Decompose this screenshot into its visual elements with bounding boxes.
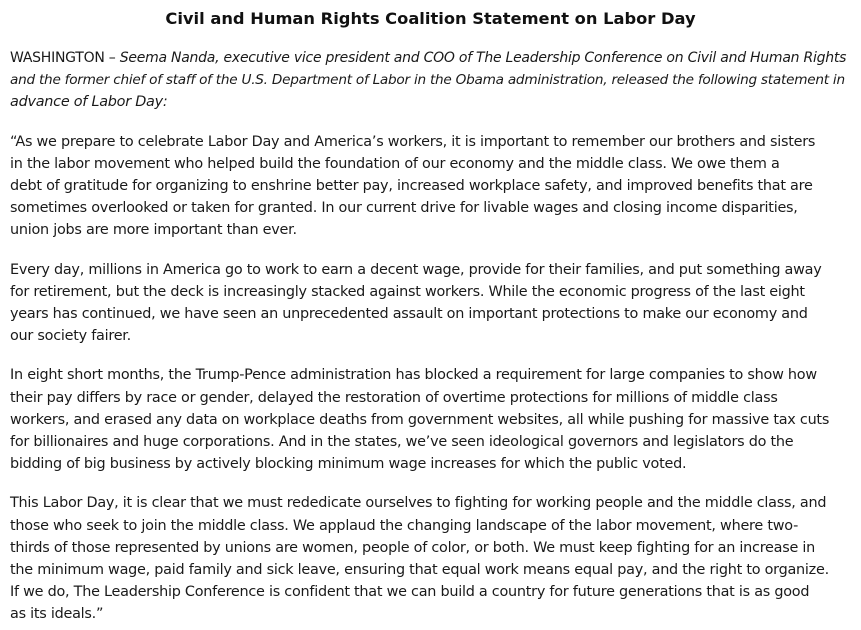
paragraph-line: union jobs are more important than ever. (10, 222, 297, 239)
paragraph-line: for retirement, but the deck is increasingly stacked against workers. While the economic progress of the last eight (10, 283, 805, 300)
paragraph-line: sometimes overlooked or taken for granted. In our current drive for livable wages and closing income disparities, (10, 200, 798, 217)
paragraph-line: workers, and erased any data on workplace deaths from government websites, all while pushing for massive tax cuts (10, 411, 830, 428)
statement-title: Civil and Human Rights Coalition Statement on Labor Day (165, 9, 696, 28)
intro-text: Seema Nanda, executive vice president and COO of The Leadership Conference on Civil and Human Rights (119, 50, 847, 66)
quote-paragraph-4 (10, 492, 851, 625)
paragraph-line: for billionaires and huge corporations. And in the states, we’ve seen ideological governors and legislators do the (10, 434, 794, 451)
quote-paragraph-3 (10, 364, 851, 475)
paragraph-line: “As we prepare to celebrate Labor Day and America’s workers, it is important to remember our brothers and sisters (10, 133, 816, 150)
paragraph-line: This Labor Day, it is clear that we must rededicate ourselves to fighting for working people and the middle class, and (10, 495, 827, 512)
paragraph-line: bidding of big business by actively blocking minimum wage increases for which the public voted. (10, 456, 687, 473)
paragraph-line: debt of gratitude for organizing to enshrine better pay, increased workplace safety, and improved benefits that are (10, 178, 813, 195)
paragraph-line: If we do, The Leadership Conference is confident that we can build a country for future generations that is as good (10, 584, 810, 601)
dateline: WASHINGTON – (10, 50, 120, 66)
intro-line: advance of Labor Day: (10, 94, 168, 111)
paragraph-line: our society fairer. (10, 328, 131, 345)
paragraph-line: those who seek to join the middle class. We applaud the changing landscape of the labor movement, where two- (10, 517, 799, 534)
paragraph-line: years has continued, we have seen an unprecedented assault on important protections to make our economy and (10, 306, 808, 323)
intro-paragraph (10, 47, 851, 114)
quote-paragraph-2 (10, 259, 851, 348)
paragraph-line: Every day, millions in America go to work to earn a decent wage, provide for their families, and put something away (10, 261, 822, 278)
paragraph-line: In eight short months, the Trump-Pence administration has blocked a requirement for large companies to show how (10, 367, 817, 384)
paragraph-line: thirds of those represented by unions are women, people of color, or both. We must keep fighting for an increase in (10, 539, 816, 556)
quote-paragraph-1 (10, 131, 851, 242)
paragraph-line: as its ideals.” (10, 606, 104, 623)
intro-line: and the former chief of staff of the U.S. Department of Labor in the Obama administration, released the following statement in (10, 72, 845, 89)
paragraph-line: the minimum wage, paid family and sick leave, ensuring that equal work means equal pay, and the right to organize. (10, 562, 829, 579)
paragraph-line: in the labor movement who helped build the foundation of our economy and the middle class. We owe them a (10, 155, 780, 172)
paragraph-line: their pay differs by race or gender, delayed the restoration of overtime protections for millions of middle class (10, 389, 778, 406)
intro-line (10, 47, 851, 69)
